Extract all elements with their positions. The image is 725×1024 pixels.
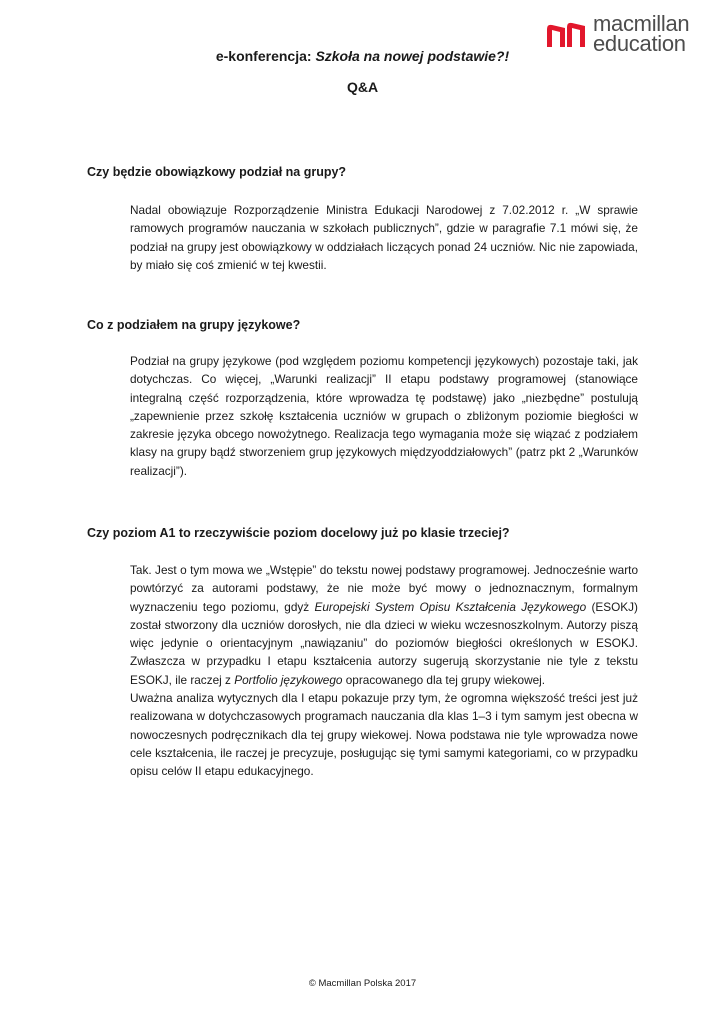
title-italic: Szkoła na nowej podstawie?! [315,48,510,64]
question-2: Co z podziałem na grupy językowe? [87,318,301,332]
title-prefix: e-konferencja: [215,48,316,64]
macmillan-logo-icon [546,20,586,48]
answer-3-portfolio-title: Portfolio językowego [234,672,343,687]
answer-3-part-e: opracowanego dla tej grupy wiekowej. [342,672,546,687]
logo-line-2: education [593,31,686,56]
page-title [0,48,725,64]
footer-copyright: © Macmillan Polska 2017 [308,978,417,989]
answer-2: Podział na grupy językowe (pod względem poziomu kompetencji językowych) pozostaje taki, jak dotychczas. Co więcej, „Warunki realizacji” II etapu podstawy programowej (stanowiące integralną część rozporządzenia, które wprowadza tę podstawę) jako „niezbędne” postulują „zapewnienie przez szkołę kształcenia uczniów w grupach o zbliżonym poziomie biegłości w zakresie języka obcego nowożytnego. Realizacja tego wymagania może się wiązać z podziałem klasy na grupy bądź stworzeniem grup językowych międzyoddziałowych” (patrz pkt 2 „Warunków realizacji”). [130,354,638,478]
page-subtitle: Q&A [346,79,379,95]
answer-1: Nadal obowiązuje Rozporządzenie Ministra Edukacji Narodowej z 7.02.2012 r. „W sprawie ramowych programów nauczania w szkołach publicznych”, gdzie w paragrafie 7.1 mówi się, że podział na grupy jest obowiązkowy w oddziałach liczących ponad 24 uczniów. Nic nie zapowiada, by miało się coś zmienić w tej kwestii. [130,203,638,272]
answer-3 [130,561,638,781]
answer-3-part-c: (ESOKJ) został stworzony dla uczniów dorosłych, nie dla dzieci w wieku wczesnoszkolnym. Autorzy piszą więc jedynie o orientacyjnym „nawiązaniu” do poziomów biegłości określonych w ESOKJ. Zwłaszcza w przypadku I etapu kształcenia autorzy sugerują skorzystanie nie tyle z tekstu ESOKJ, ile raczej z [130,599,638,687]
logo-line-1: macmillan [593,11,690,36]
question-1: Czy będzie obowiązkowy podział na grupy? [87,165,347,179]
answer-3-part-a: Tak. Jest o tym mowa we „Wstępie” do tekstu nowej podstawy programowej. Jednocześnie warto powtórzyć za autorami podstawy, że nie może być mowy o jednoznacznym, formalnym wyznaczeniu tego poziomu, gdyż [130,563,638,614]
question-3: Czy poziom A1 to rzeczywiście poziom docelowy już po klasie trzeciej? [87,526,510,540]
answer-3-paragraph-2: Uważna analiza wytycznych dla I etapu pokazuje przy tym, że ogromna większość treści jest już realizowana w dotychczasowych programach nauczania dla klas 1–3 i tym samym jest obecna w nowoczesnych podręcznikach dla tej grupy wiekowej. Nowa podstawa nie tyle wprowadza nowe cele kształcenia, ile raczej je precyzuje, posługując się tymi samymi kategoriami, co w przypadku opisu celów II etapu edukacyjnego. [130,691,638,779]
answer-3-esokj-title: Europejski System Opisu Kształcenia Językowego [314,599,587,614]
